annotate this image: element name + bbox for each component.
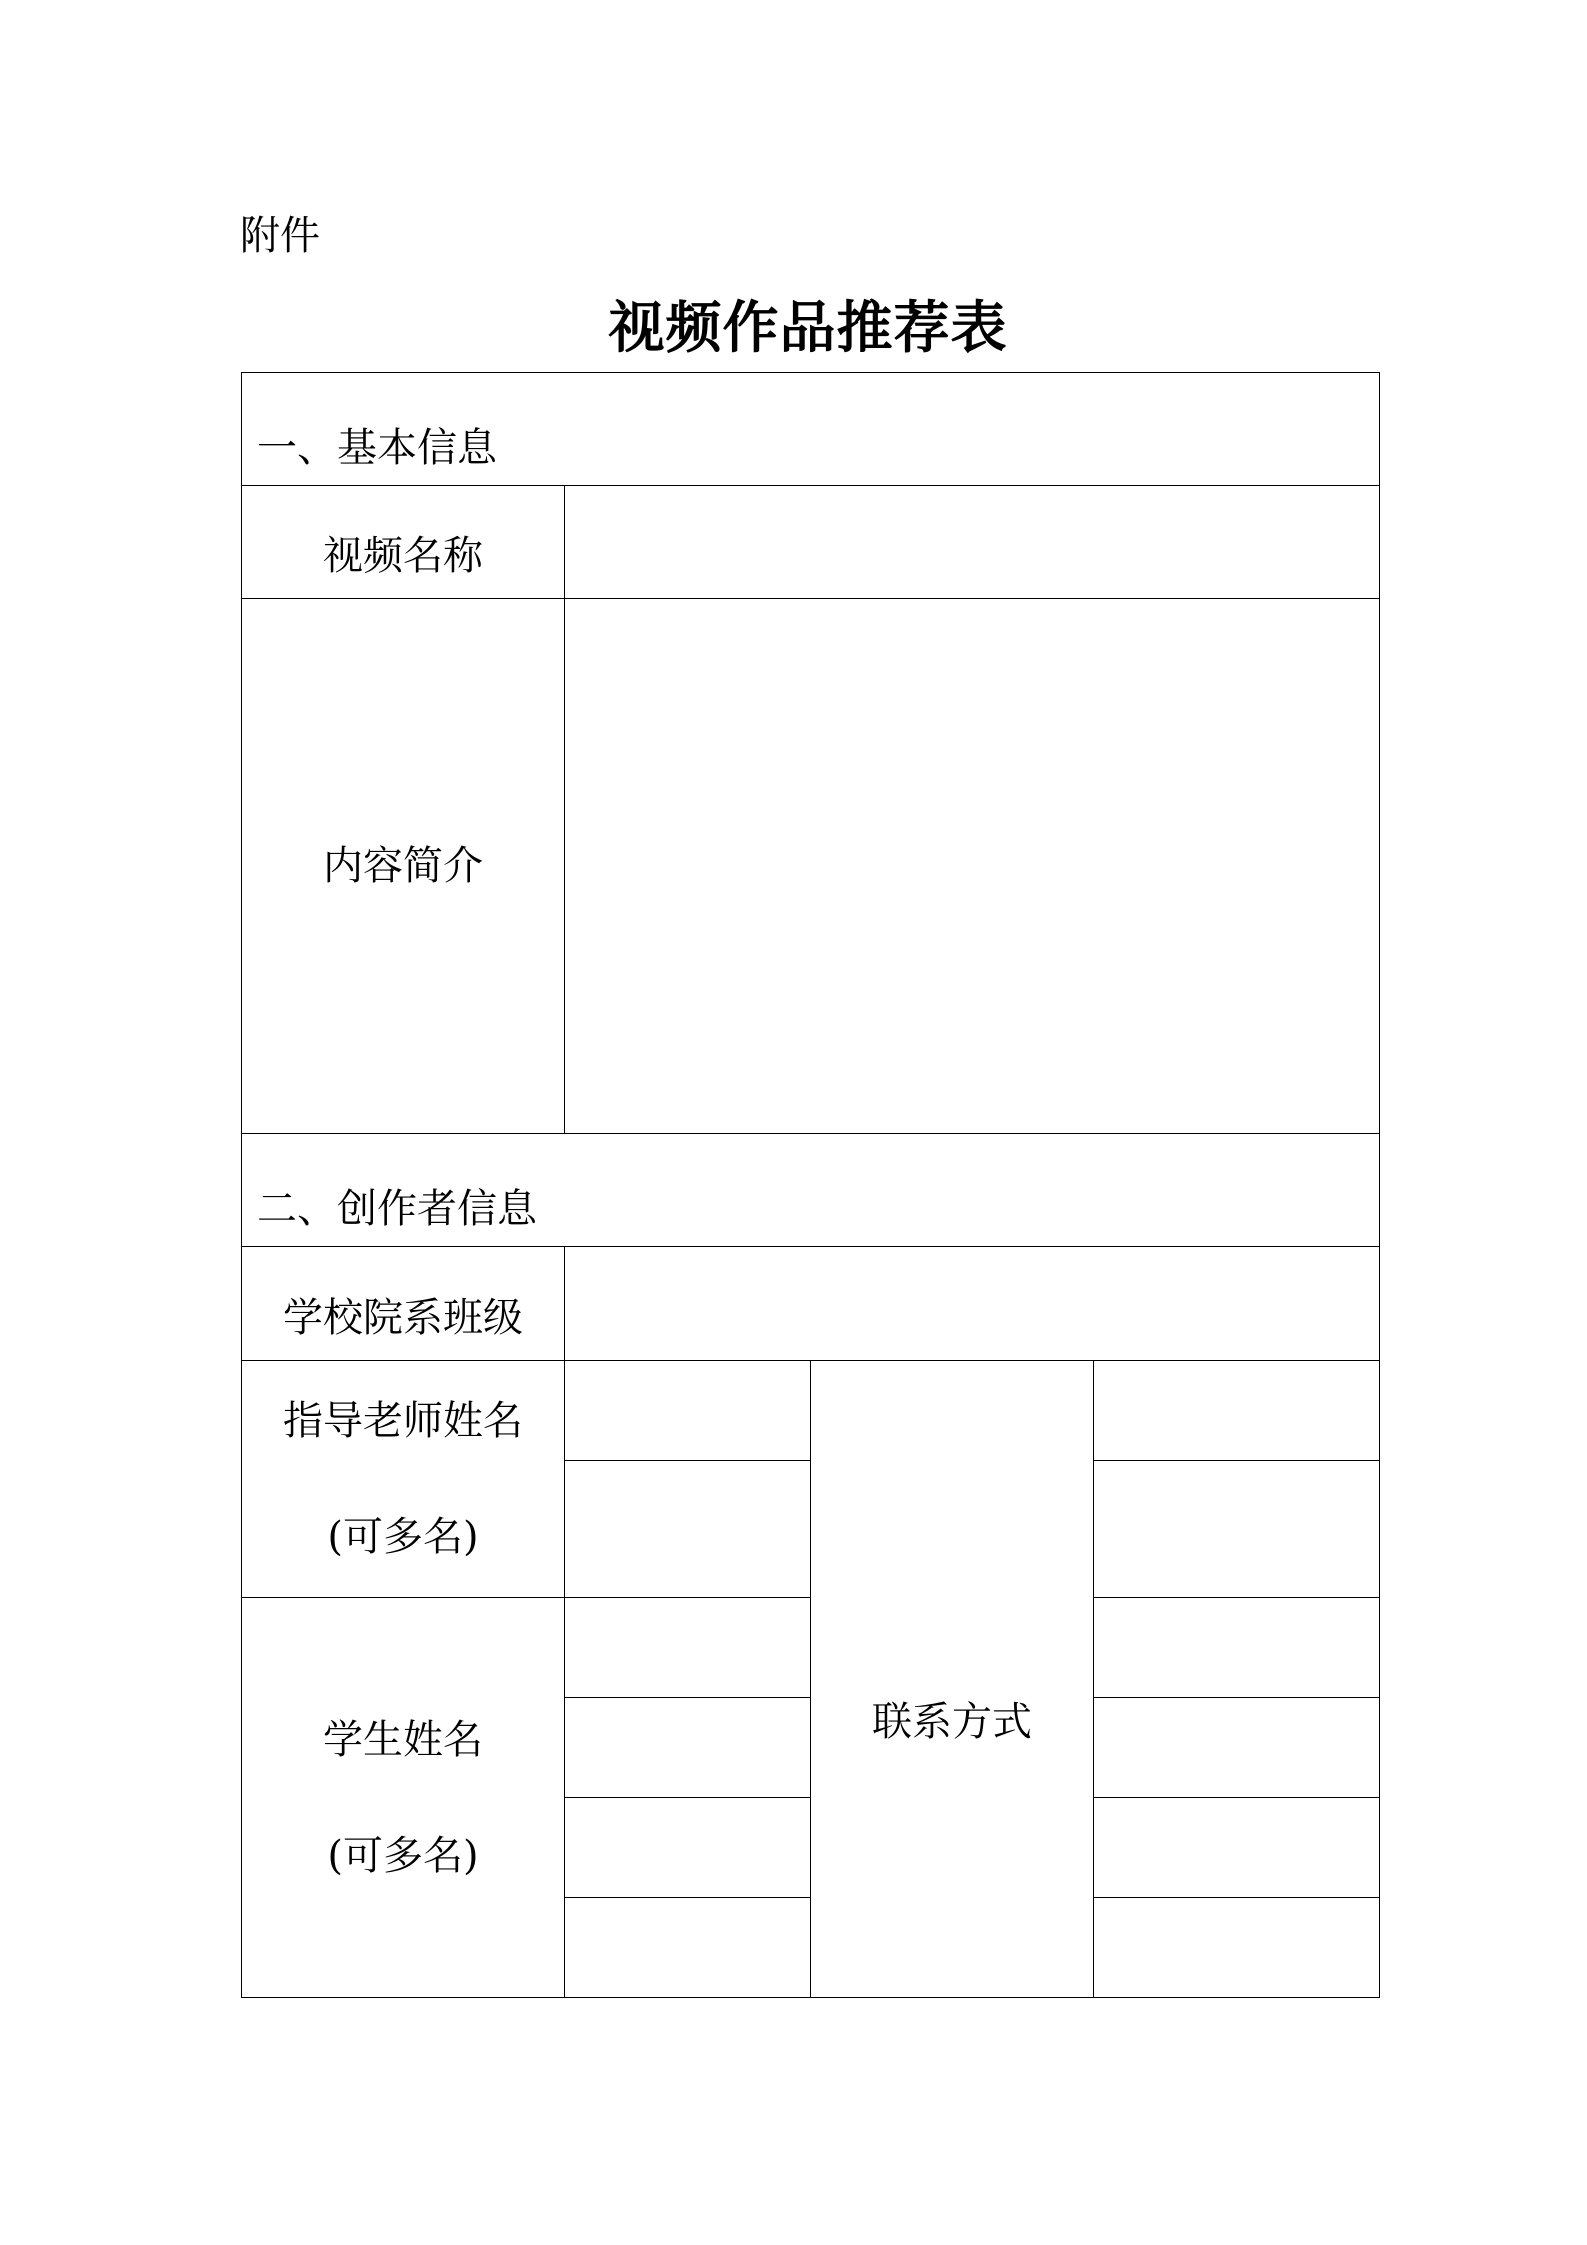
section-creator-info-heading: 二、创作者信息 (242, 1134, 1380, 1247)
school-row (242, 1247, 1380, 1361)
school-label: 学校院系班级 (242, 1247, 565, 1361)
contact-label: 联系方式 (811, 1361, 1094, 1998)
section-basic-info-heading: 一、基本信息 (242, 373, 1380, 486)
summary-field[interactable] (565, 599, 1380, 1134)
teacher-name-field[interactable] (565, 1461, 811, 1598)
video-name-field[interactable] (565, 486, 1380, 599)
student-contact-field[interactable] (1094, 1698, 1380, 1798)
section-basic-info-row (242, 373, 1380, 486)
teacher-row (242, 1361, 1380, 1461)
recommendation-form-table (241, 372, 1380, 1998)
teacher-contact-field[interactable] (1094, 1461, 1380, 1598)
video-name-row (242, 486, 1380, 599)
student-name-field[interactable] (565, 1598, 811, 1698)
summary-row (242, 599, 1380, 1134)
school-field[interactable] (565, 1247, 1380, 1361)
teacher-name-field[interactable] (565, 1361, 811, 1461)
student-name-field[interactable] (565, 1798, 811, 1898)
teacher-label: 指导老师姓名 (可多名) (242, 1361, 565, 1598)
teacher-contact-field[interactable] (1094, 1361, 1380, 1461)
student-name-field[interactable] (565, 1698, 811, 1798)
student-contact-field[interactable] (1094, 1798, 1380, 1898)
student-label: 学生姓名 (可多名) (242, 1598, 565, 1998)
video-name-label: 视频名称 (242, 486, 565, 599)
student-contact-field[interactable] (1094, 1598, 1380, 1698)
student-name-field[interactable] (565, 1898, 811, 1998)
student-contact-field[interactable] (1094, 1898, 1380, 1998)
attachment-label: 附件 (240, 213, 320, 259)
summary-label: 内容简介 (242, 599, 565, 1134)
section-creator-info-row (242, 1134, 1380, 1247)
form-title: 视频作品推荐表 (608, 295, 1008, 361)
